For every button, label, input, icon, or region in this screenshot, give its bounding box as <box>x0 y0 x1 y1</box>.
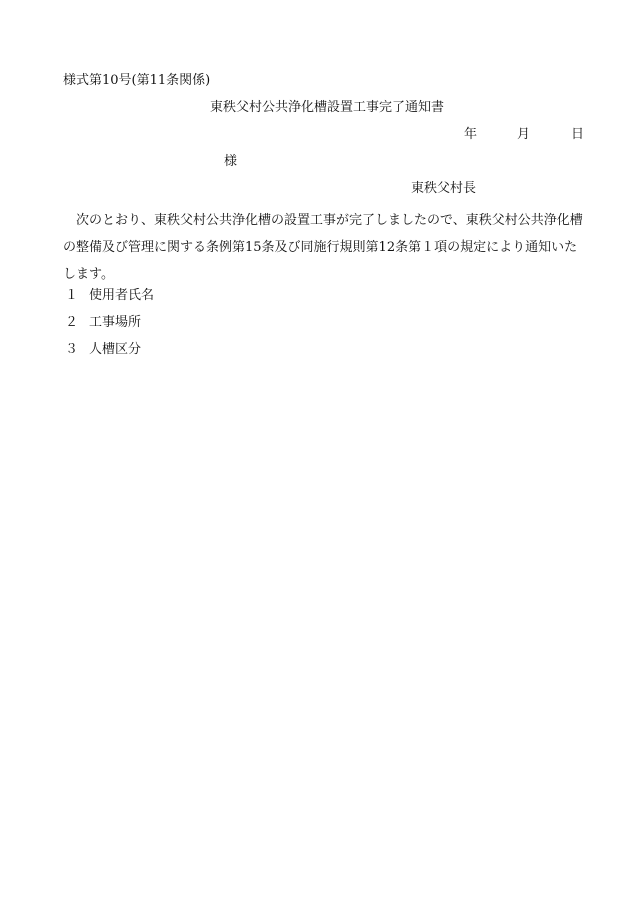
item-work-location <box>65 316 141 329</box>
item-label: 人槽区分 <box>89 342 142 357</box>
date-year-label: 年 <box>464 127 478 142</box>
item-user-name <box>65 289 154 302</box>
date-month-label: 月 <box>517 127 531 142</box>
item-label: 使用者氏名 <box>89 288 155 303</box>
sender-name: 東秩父村長 <box>411 181 477 196</box>
addressee-honorific: 様 <box>224 154 238 169</box>
item-number: １ <box>65 288 79 303</box>
date-day-label: 日 <box>571 127 585 142</box>
body-paragraph: 次のとおり、東秩父村公共浄化槽の設置工事が完了しましたので、東秩父村公共浄化槽の整備及び管理に関する条例第15条及び同施行規則第12条第１項の規定により通知いたします。 <box>63 213 583 282</box>
item-label: 工事場所 <box>89 315 142 330</box>
form-number: 様式第10号(第11条関係) <box>63 73 211 88</box>
item-number: ２ <box>65 315 79 330</box>
item-number: ３ <box>65 342 79 357</box>
item-capacity-class <box>65 343 141 356</box>
document-title: 東秩父村公共浄化槽設置工事完了通知書 <box>210 100 445 115</box>
